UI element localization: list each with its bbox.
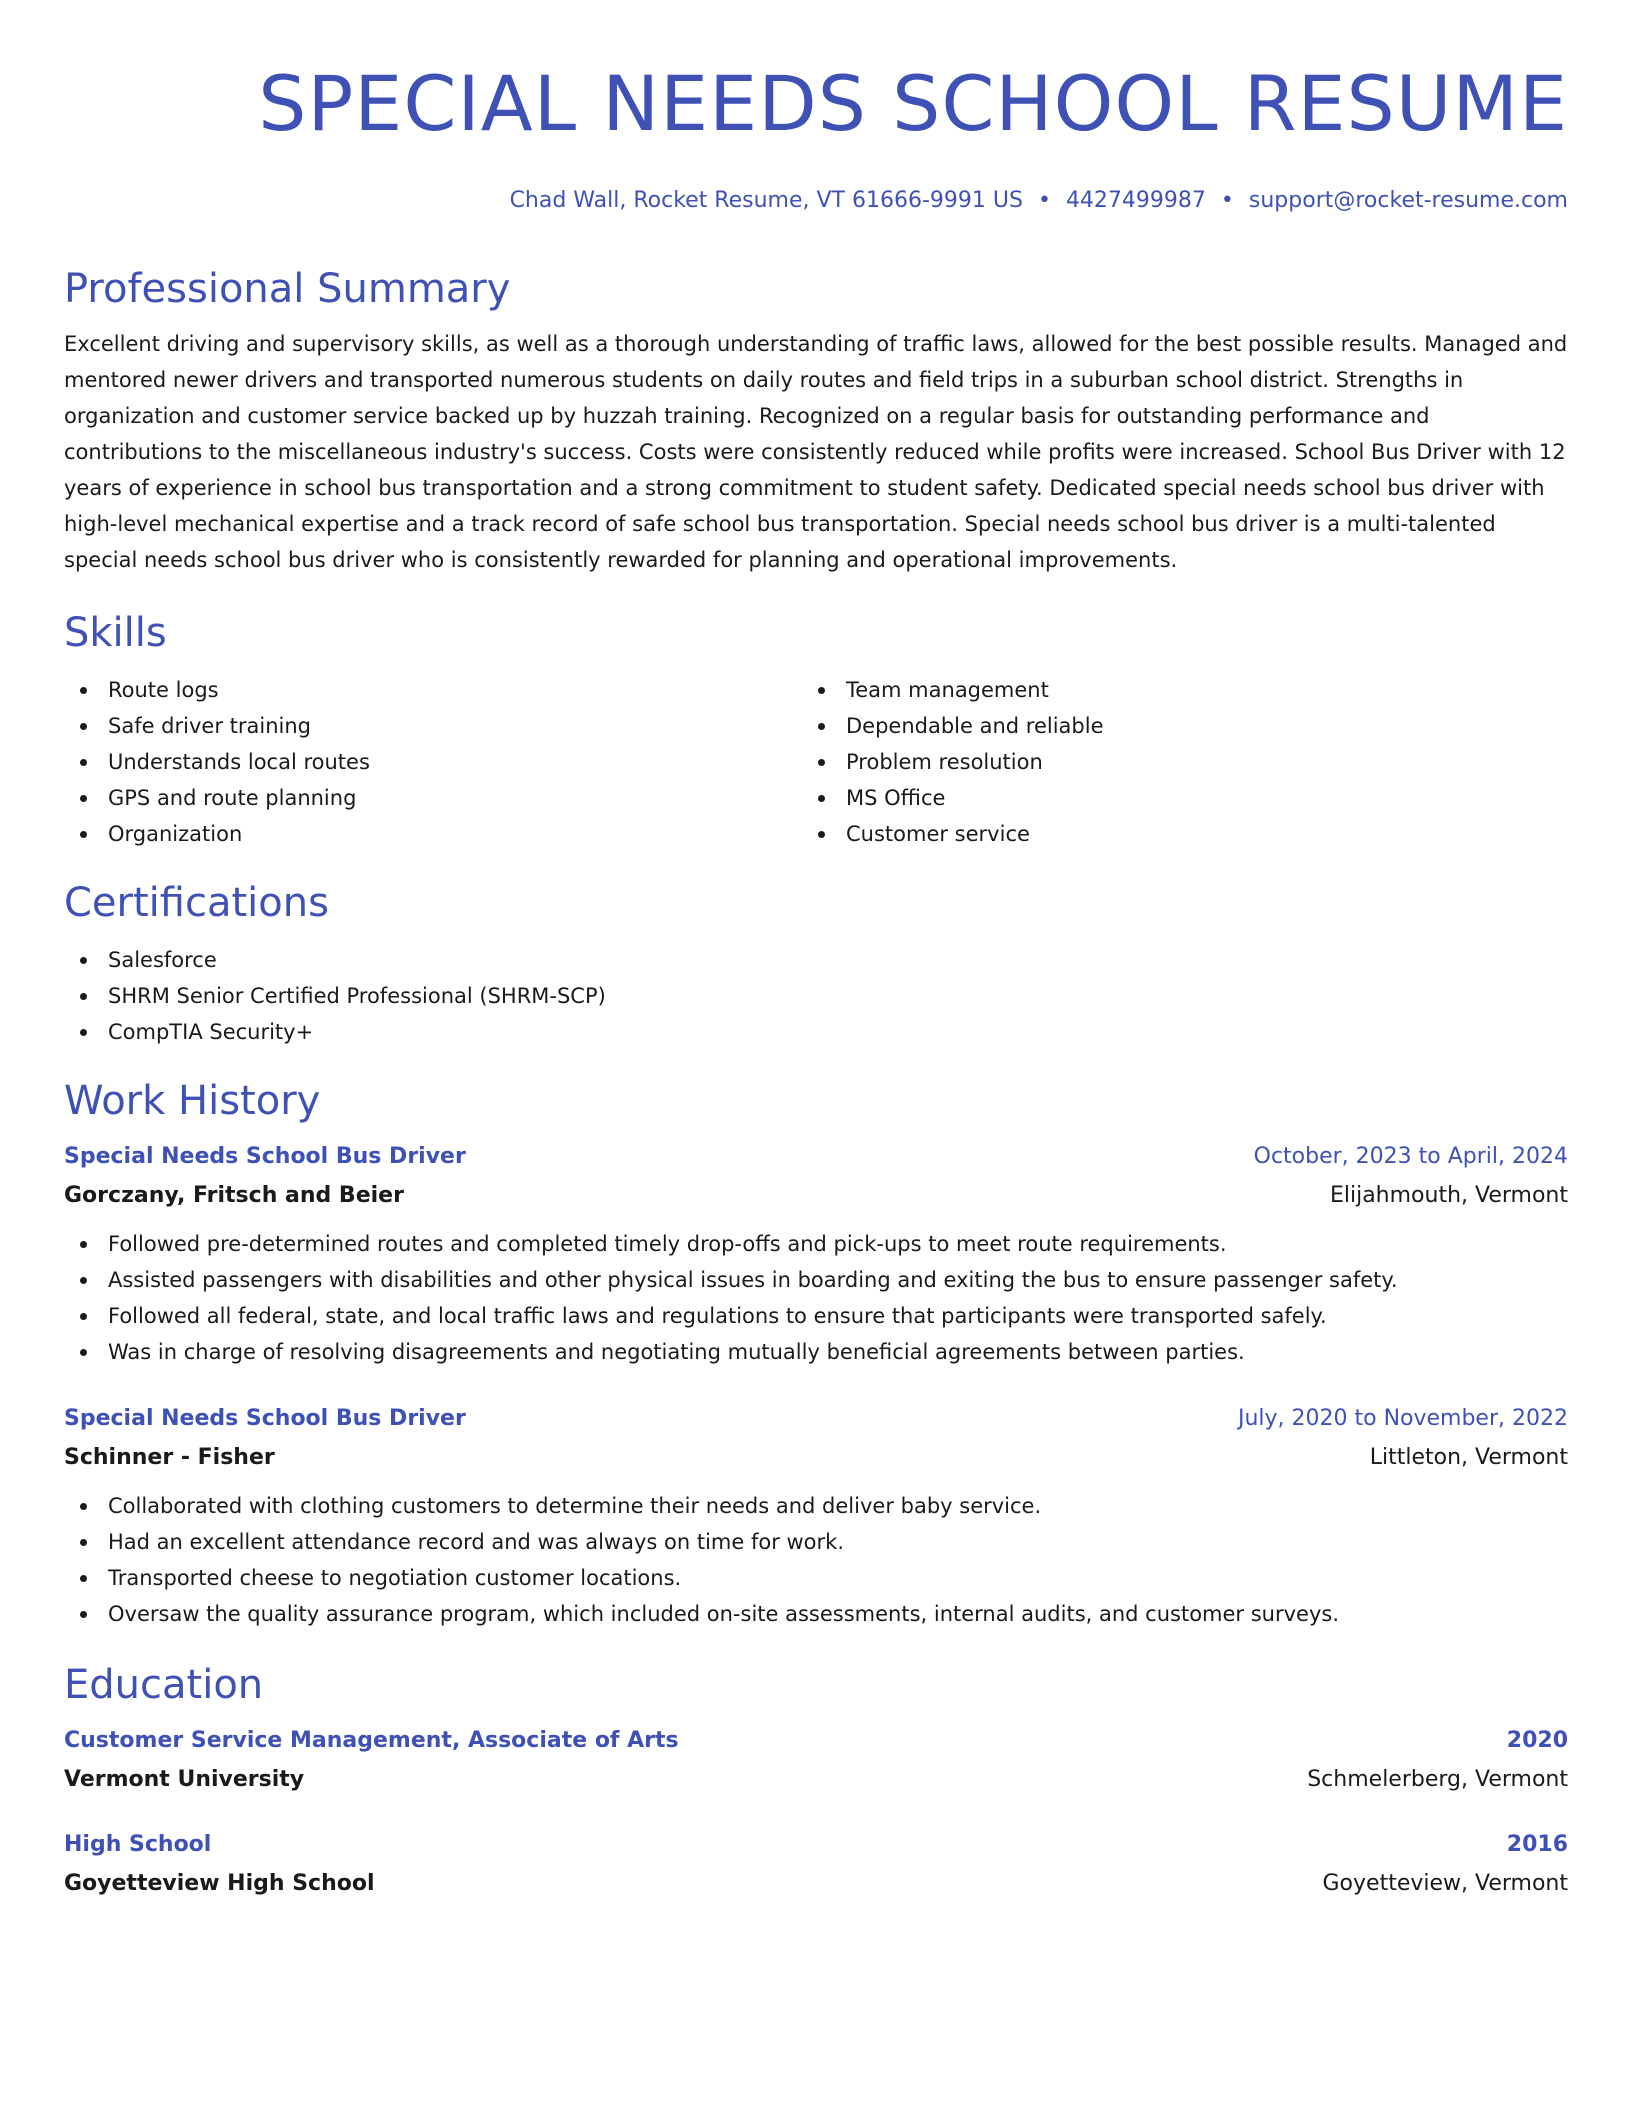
certification-item: SHRM Senior Certified Professional (SHRM-SCP) [64, 978, 1568, 1014]
summary-text: Excellent driving and supervisory skills, as well as a thorough understanding of traffic laws, allowed for the best possible results. Managed and mentored newer drivers and transported numerous students on daily routes and field trips in a suburban school district. Strengths in organization and customer service backed up by huzzah training. Recognized on a regular basis for outstanding performance and contributions to the miscellaneous industry's success. Costs were consistently reduced while profits were increased. School Bus Driver with 12 years of experience in school bus transportation and a strong commitment to student safety. Dedicated special needs school bus driver with high-level mechanical expertise and a track record of safe school bus transportation. Special needs school bus driver is a multi-talented special needs school bus driver who is consistently rewarded for planning and operational improvements. [64, 332, 1568, 572]
certifications-heading: Certifications [64, 880, 329, 926]
skill-item: Customer service [802, 816, 1540, 852]
degree-year: 2016 [1506, 1832, 1568, 1857]
skill-item: Problem resolution [802, 744, 1540, 780]
job-duty-item: Assisted passengers with disabilities and other physical issues in boarding and exiting the bus to ensure passenger safety. [64, 1262, 1568, 1298]
skills-column-left [64, 672, 802, 852]
job-duties [64, 1226, 1568, 1370]
education-entry [64, 1722, 1568, 1800]
work-history-heading: Work History [64, 1078, 321, 1124]
degree-title: High School [64, 1832, 212, 1857]
contact-separator: • [1037, 188, 1051, 213]
job-title: Special Needs School Bus Driver [64, 1406, 466, 1431]
certification-item: Salesforce [64, 942, 1568, 978]
job-duty-item: Followed all federal, state, and local traffic laws and regulations to ensure that participants were transported safely. [64, 1298, 1568, 1334]
skills-column-right [802, 672, 1540, 852]
job-company: Gorczany, Fritsch and Beier [64, 1183, 404, 1208]
job-duty-item: Followed pre-determined routes and completed timely drop-offs and pick-ups to meet route requirements. [64, 1226, 1568, 1262]
skill-item: MS Office [802, 780, 1540, 816]
school-location: Goyetteview, Vermont [1322, 1871, 1568, 1896]
contact-address: Chad Wall, Rocket Resume, VT 61666-9991 US [509, 188, 1023, 213]
degree-title: Customer Service Management, Associate of Arts [64, 1728, 679, 1753]
school-name: Vermont University [64, 1767, 305, 1792]
job-dates: July, 2020 to November, 2022 [1237, 1406, 1568, 1431]
summary-heading: Professional Summary [64, 266, 511, 312]
job-duty-item: Collaborated with clothing customers to determine their needs and deliver baby service. [64, 1488, 1568, 1524]
job-duty-item: Was in charge of resolving disagreements and negotiating mutually beneficial agreements between parties. [64, 1334, 1568, 1370]
skill-item: Understands local routes [64, 744, 802, 780]
job-entry [64, 1138, 1568, 1370]
school-location: Schmelerberg, Vermont [1307, 1767, 1568, 1792]
contact-phone: 4427499987 [1065, 188, 1206, 213]
education-entry [64, 1826, 1568, 1904]
contact-separator: • [1220, 188, 1234, 213]
job-entry [64, 1400, 1568, 1632]
school-name: Goyetteview High School [64, 1871, 375, 1896]
job-title: Special Needs School Bus Driver [64, 1144, 466, 1169]
certifications-list [64, 942, 1568, 1050]
job-dates: October, 2023 to April, 2024 [1253, 1144, 1568, 1169]
skill-item: Safe driver training [64, 708, 802, 744]
skills-list [64, 672, 1568, 852]
job-location: Elijahmouth, Vermont [1329, 1183, 1568, 1208]
job-company: Schinner - Fisher [64, 1445, 275, 1470]
job-duty-item: Oversaw the quality assurance program, which included on-site assessments, internal audits, and customer surveys. [64, 1596, 1568, 1632]
skill-item: Route logs [64, 672, 802, 708]
skill-item: Organization [64, 816, 802, 852]
contact-email[interactable]: support@rocket-resume.com [1248, 188, 1568, 213]
job-duty-item: Transported cheese to negotiation customer locations. [64, 1560, 1568, 1596]
job-location: Littleton, Vermont [1369, 1445, 1568, 1470]
contact-line [64, 186, 1568, 216]
job-duties [64, 1488, 1568, 1632]
job-duty-item: Had an excellent attendance record and was always on time for work. [64, 1524, 1568, 1560]
skill-item: GPS and route planning [64, 780, 802, 816]
skill-item: Team management [802, 672, 1540, 708]
certification-item: CompTIA Security+ [64, 1014, 1568, 1050]
skill-item: Dependable and reliable [802, 708, 1540, 744]
resume-title: SPECIAL NEEDS SCHOOL RESUME [258, 59, 1568, 148]
education-heading: Education [64, 1662, 264, 1708]
skills-heading: Skills [64, 610, 167, 656]
degree-year: 2020 [1506, 1728, 1568, 1753]
